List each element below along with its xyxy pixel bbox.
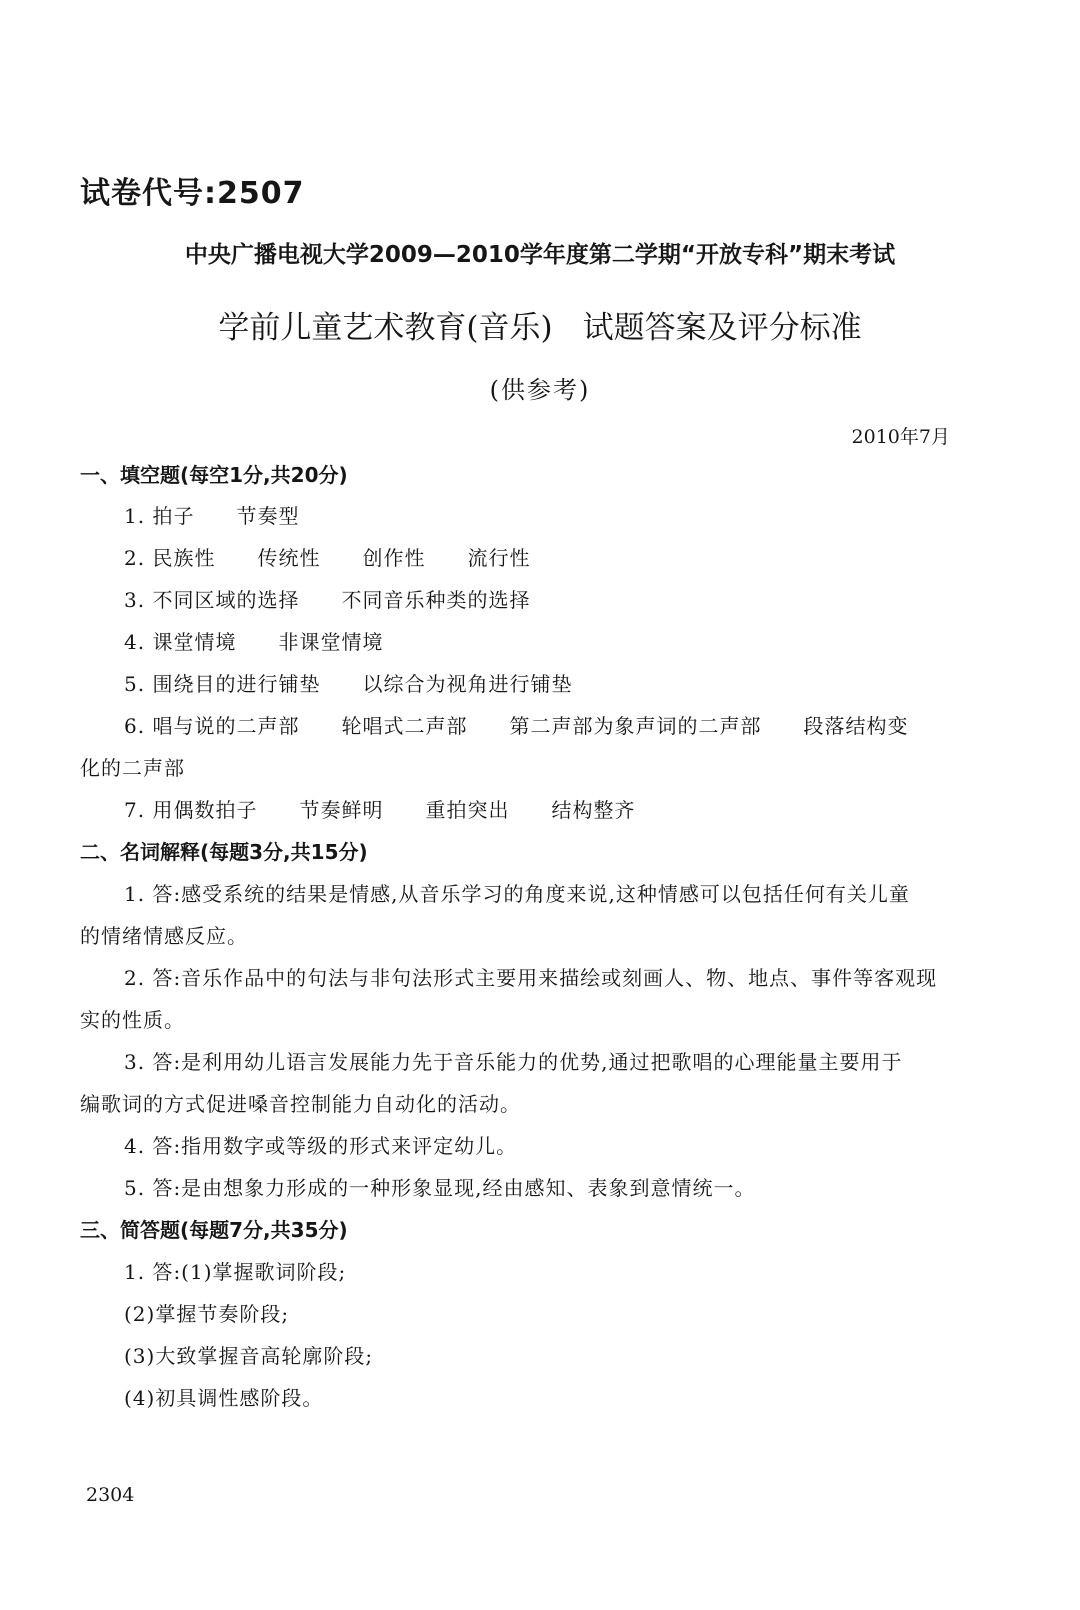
answer-line xyxy=(124,710,908,739)
answer-item: 6. 唱与说的二声部 xyxy=(124,714,300,738)
answer-item: 3. 不同区域的选择 xyxy=(124,588,300,612)
answer-paragraph: (4)初具调性感阶段。 xyxy=(124,1386,324,1410)
answer-line xyxy=(124,668,572,697)
answer-line xyxy=(124,500,299,529)
answer-line xyxy=(124,542,530,571)
answer-line xyxy=(124,626,383,655)
answer-item: 2. 民族性 xyxy=(124,546,216,570)
answer-paragraph: 3. 答:是利用幼儿语言发展能力先于音乐能力的优势,通过把歌唱的心理能量主要用于 xyxy=(124,1050,903,1074)
page-number: 2304 xyxy=(86,1484,135,1506)
title-rest: 试题答案及评分标准 xyxy=(582,310,862,346)
answer-line xyxy=(124,794,635,823)
answer-item: 5. 围绕目的进行铺垫 xyxy=(124,672,321,696)
answer-paragraph: (2)掌握节奏阶段; xyxy=(124,1302,290,1326)
answer-item: 传统性 xyxy=(257,546,321,570)
paper-code: 试卷代号:2507 xyxy=(80,176,305,211)
answer-item: 7. 用偶数拍子 xyxy=(124,798,258,822)
answer-paragraph: 4. 答:指用数字或等级的形式来评定幼儿。 xyxy=(124,1134,518,1158)
answer-item: 重拍突出 xyxy=(425,798,510,822)
answer-item: 结构整齐 xyxy=(551,798,636,822)
reference-note: (供参考) xyxy=(489,376,591,404)
answer-paragraph: 5. 答:是由想象力形成的一种形象显现,经由感知、表象到意情统一。 xyxy=(124,1176,756,1200)
section-heading-fill-in: 一、填空题(每空1分,共20分) xyxy=(80,463,348,487)
answer-paragraph-continuation: 编歌词的方式促进嗓音控制能力自动化的活动。 xyxy=(80,1092,521,1116)
answer-item: 第二声部为象声词的二声部 xyxy=(509,714,762,738)
exam-date: 2010年7月 xyxy=(851,426,950,448)
answer-item: 4. 课堂情境 xyxy=(124,630,237,654)
answer-item: 创作性 xyxy=(362,546,426,570)
answer-item: 以综合为视角进行铺垫 xyxy=(362,672,573,696)
answer-item: 不同音乐种类的选择 xyxy=(341,588,531,612)
section-heading-short-answer: 三、简答题(每题7分,共35分) xyxy=(80,1218,348,1242)
answer-item: 段落结构变 xyxy=(803,714,909,738)
exam-name: 中央广播电视大学2009—2010学年度第二学期“开放专科”期末考试 xyxy=(184,242,896,268)
title-subject: 学前儿童艺术教育(音乐) xyxy=(218,310,553,346)
answer-item: 轮唱式二声部 xyxy=(341,714,468,738)
answer-paragraph: 2. 答:音乐作品中的句法与非句法形式主要用来描绘或刻画人、物、地点、事件等客观现 xyxy=(124,966,938,990)
answer-paragraph: (3)大致掌握音高轮廓阶段; xyxy=(124,1344,374,1368)
answer-paragraph: 1. 答:(1)掌握歌词阶段; xyxy=(124,1260,347,1284)
section-heading-terms: 二、名词解释(每题3分,共15分) xyxy=(80,840,368,864)
answer-item: 节奏型 xyxy=(236,504,300,528)
document-title xyxy=(0,302,1080,347)
answer-paragraph-continuation: 的情绪情感反应。 xyxy=(80,924,248,948)
answer-item: 节奏鲜明 xyxy=(299,798,384,822)
answer-line-continuation: 化的二声部 xyxy=(80,756,185,780)
answer-paragraph: 1. 答:感受系统的结果是情感,从音乐学习的角度来说,这种情感可以包括任何有关儿童 xyxy=(124,882,910,906)
answer-item: 流行性 xyxy=(467,546,531,570)
answer-item: 非课堂情境 xyxy=(278,630,384,654)
answer-item: 1. 拍子 xyxy=(124,504,195,528)
answer-line xyxy=(124,584,530,613)
answer-paragraph-continuation: 实的性质。 xyxy=(80,1008,185,1032)
